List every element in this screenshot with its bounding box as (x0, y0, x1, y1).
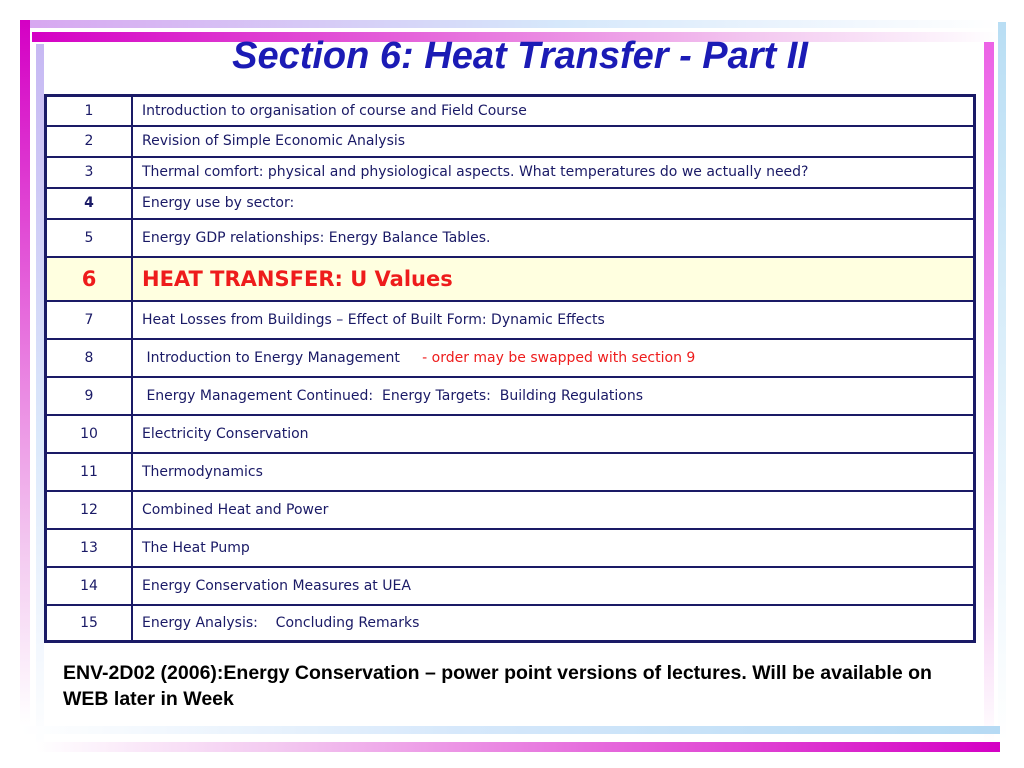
section-topic: Thermodynamics (132, 453, 975, 491)
table-row (46, 567, 975, 605)
section-number: 7 (46, 301, 133, 339)
section-topic: Revision of Simple Economic Analysis (132, 126, 975, 157)
decorative-bar-top-thin (20, 20, 1000, 28)
section-number: 8 (46, 339, 133, 377)
table-row (46, 126, 975, 157)
section-number: 6 (46, 257, 133, 301)
section-number: 12 (46, 491, 133, 529)
course-schedule-table (44, 94, 976, 643)
section-number: 10 (46, 415, 133, 453)
table-row (46, 188, 975, 219)
table-row (46, 415, 975, 453)
table-row-highlighted (46, 257, 975, 301)
table-row (46, 301, 975, 339)
decorative-bar-bottom-thick (36, 742, 1000, 752)
section-topic: Thermal comfort: physical and physiological aspects. What temperatures do we actually need? (132, 157, 975, 188)
table-row (46, 605, 975, 642)
section-topic: Energy Conservation Measures at UEA (132, 567, 975, 605)
table-row (46, 529, 975, 567)
table-row (46, 157, 975, 188)
table-row (46, 96, 975, 126)
table-row (46, 219, 975, 257)
section-topic: Combined Heat and Power (132, 491, 975, 529)
table-row (46, 339, 975, 377)
section-number: 14 (46, 567, 133, 605)
swap-order-note: - order may be swapped with section 9 (422, 349, 696, 366)
section-number: 4 (46, 188, 133, 219)
section-number: 3 (46, 157, 133, 188)
section-topic: Heat Losses from Buildings – Effect of Built Form: Dynamic Effects (132, 301, 975, 339)
section-number: 1 (46, 96, 133, 126)
section-topic: Energy GDP relationships: Energy Balance Tables. (132, 219, 975, 257)
section-number: 2 (46, 126, 133, 157)
topic-text: Introduction to Energy Management (142, 349, 400, 366)
section-number: 9 (46, 377, 133, 415)
decorative-bar-right-thin (998, 22, 1006, 742)
section-topic: Introduction to organisation of course and Field Course (132, 96, 975, 126)
table-row (46, 491, 975, 529)
slide-title: Section 6: Heat Transfer - Part II (232, 35, 808, 77)
section-number: 13 (46, 529, 133, 567)
decorative-bar-left-thick (20, 20, 30, 726)
decorative-bar-bottom-thin (20, 726, 1000, 734)
table-row (46, 453, 975, 491)
section-topic: Energy Analysis: Concluding Remarks (132, 605, 975, 642)
decorative-bar-left-thin (36, 44, 44, 754)
section-topic: Energy use by sector: (132, 188, 975, 219)
section-number: 15 (46, 605, 133, 642)
section-topic: HEAT TRANSFER: U Values (132, 257, 975, 301)
section-topic: Energy Management Continued: Energy Targets: Building Regulations (132, 377, 975, 415)
section-number: 5 (46, 219, 133, 257)
course-footer-note: ENV-2D02 (2006):Energy Conservation – power point versions of lectures. Will be available on WEB later in Week (63, 662, 932, 710)
section-topic: Electricity Conservation (132, 415, 975, 453)
section-topic (132, 339, 975, 377)
table-row (46, 377, 975, 415)
decorative-bar-right-thick (984, 42, 994, 742)
section-number: 11 (46, 453, 133, 491)
section-topic: The Heat Pump (132, 529, 975, 567)
